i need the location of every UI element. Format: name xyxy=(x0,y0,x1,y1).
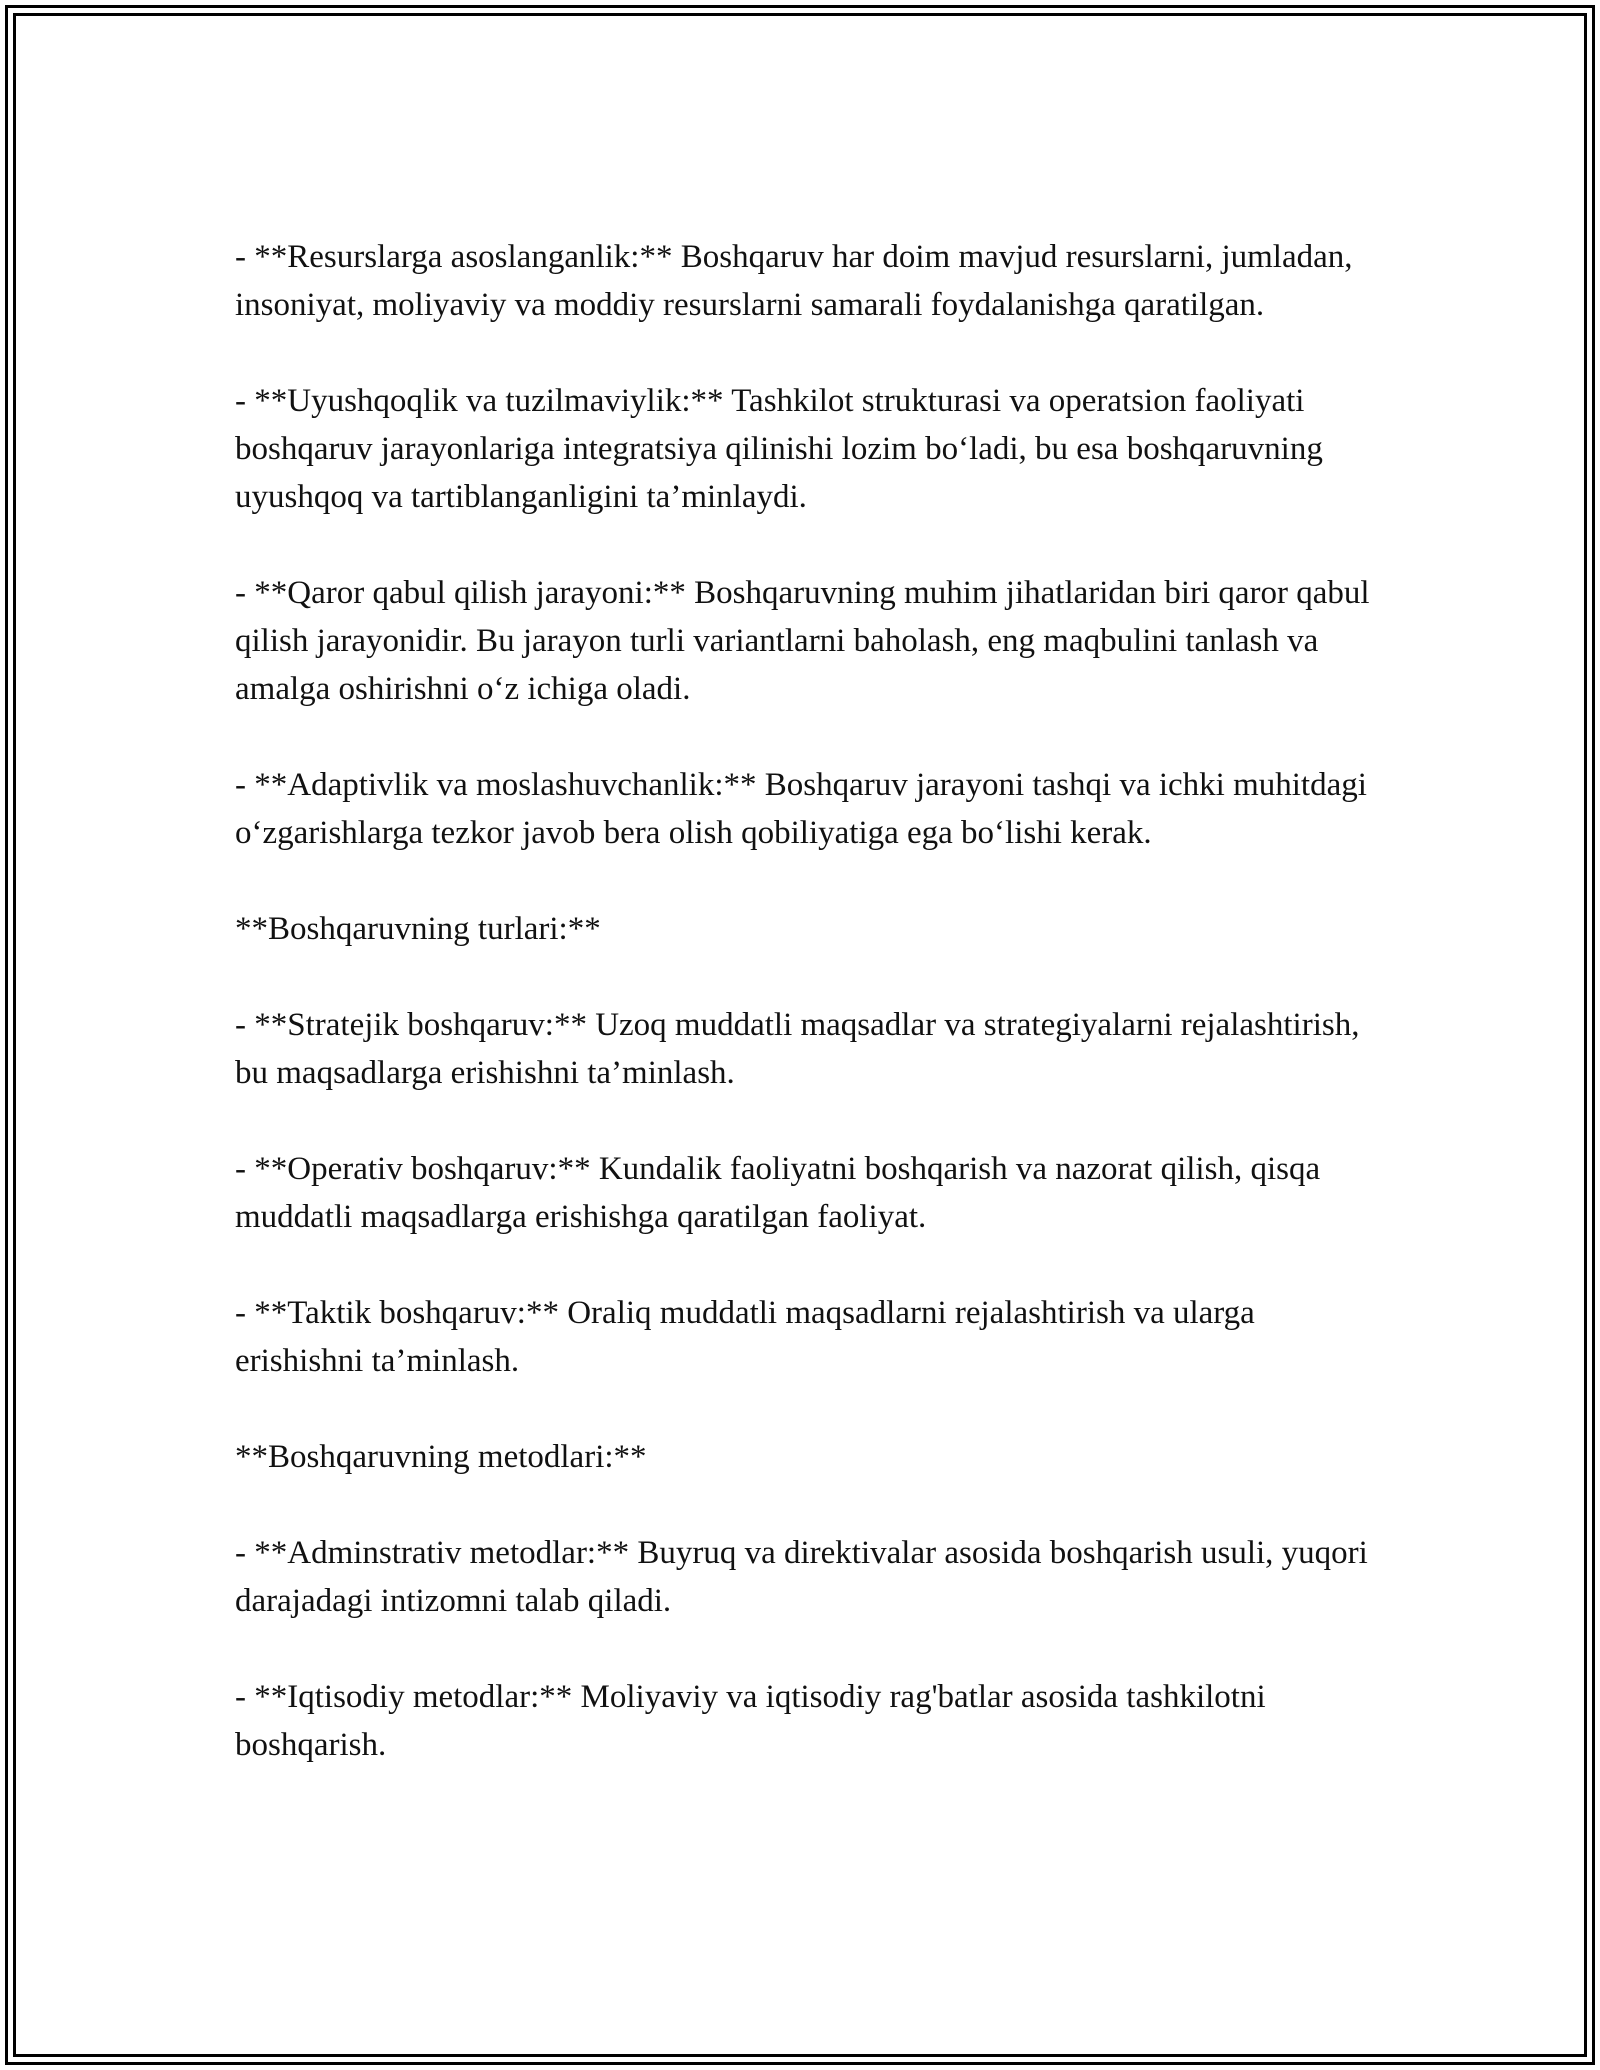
paragraph-qaror-qabul: - **Qaror qabul qilish jarayoni:** Boshqaruvning muhim jihatlaridan biri qaror qabul qilish jarayonidir. Bu jarayon turli variantlarni baholash, eng maqbulini tanlash va amalga oshirishni o‘z ichiga oladi. xyxy=(235,575,1370,707)
paragraph-adaptivlik: - **Adaptivlik va moslashuvchanlik:** Boshqaruv jarayoni tashqi va ichki muhitdagi o‘zgarishlarga tezkor javob bera olish qobiliyatiga ega bo‘lishi kerak. xyxy=(235,767,1367,851)
heading-boshqaruv-turlari: **Boshqaruvning turlari:** xyxy=(235,911,601,947)
paragraph-iqtisodiy: - **Iqtisodiy metodlar:** Moliyaviy va iqtisodiy rag'batlar asosida tashkilotni boshqarish. xyxy=(235,1679,1266,1763)
document-body xyxy=(235,233,1375,1817)
paragraph-taktik: - **Taktik boshqaruv:** Oraliq muddatli maqsadlarni rejalashtirish va ularga erishishni ta’minlash. xyxy=(235,1295,1255,1379)
paragraph-adminstrativ: - **Adminstrativ metodlar:** Buyruq va direktivalar asosida boshqarish usuli, yuqori darajadagi intizomni talab qiladi. xyxy=(235,1535,1368,1619)
paragraph-resurslarga: - **Resurslarga asoslanganlik:** Boshqaruv har doim mavjud resurslarni, jumladan, insoniyat, moliyaviy va moddiy resurslarni samarali foydalanishga qaratilgan. xyxy=(235,239,1353,323)
paragraph-stratejik: - **Stratejik boshqaruv:** Uzoq muddatli maqsadlar va strategiyalarni rejalashtirish, bu maqsadlarga erishishni ta’minlash. xyxy=(235,1007,1360,1091)
paragraph-operativ: - **Operativ boshqaruv:** Kundalik faoliyatni boshqarish va nazorat qilish, qisqa muddatli maqsadlarga erishishga qaratilgan faoliyat. xyxy=(235,1151,1321,1235)
paragraph-uyushqoqlik: - **Uyushqoqlik va tuzilmaviylik:** Tashkilot strukturasi va operatsion faoliyati boshqaruv jarayonlariga integratsiya qilinishi lozim bo‘ladi, bu esa boshqaruvning uyushqoq va tartiblanganligini ta’minlaydi. xyxy=(235,383,1323,515)
heading-boshqaruv-metodlari: **Boshqaruvning metodlari:** xyxy=(235,1439,647,1475)
